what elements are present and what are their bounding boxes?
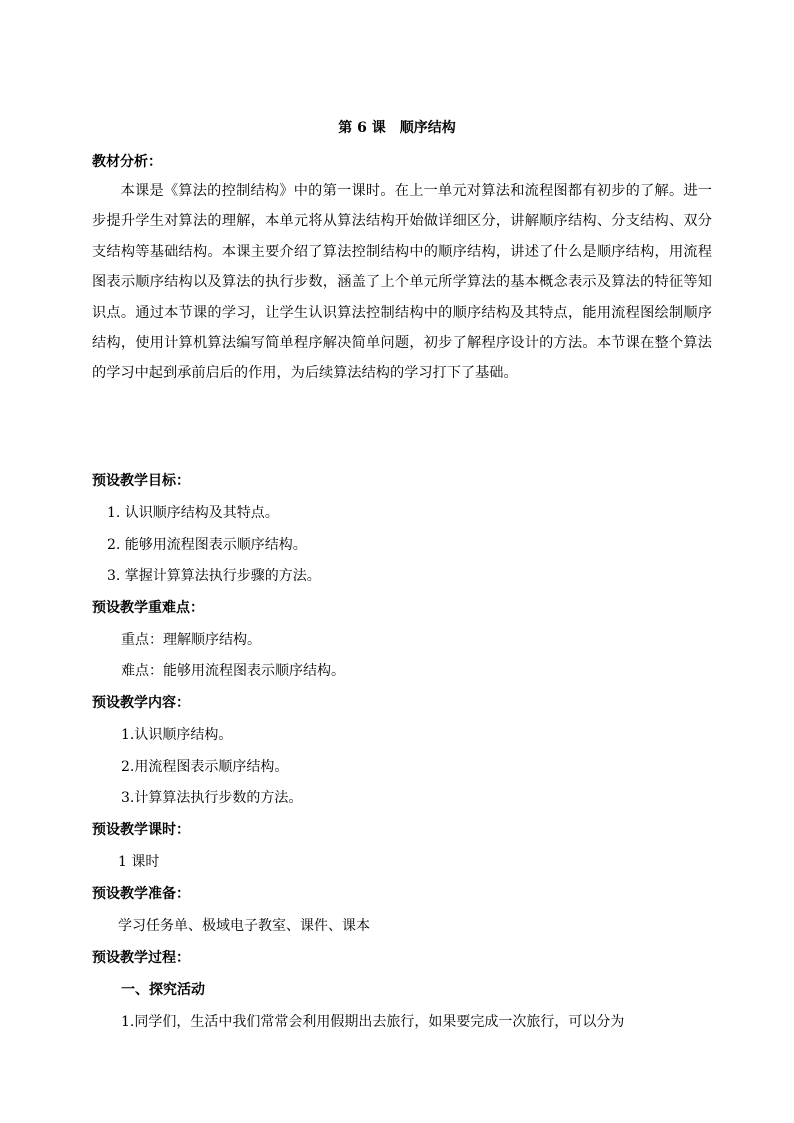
content-heading: 预设教学内容： [92, 695, 190, 711]
content-item-1: 1.认识顺序结构。 [121, 727, 233, 743]
key-points-heading: 预设教学重难点： [92, 600, 204, 616]
content-item-3: 3.计算算法执行步数的方法。 [121, 790, 303, 806]
goal-item-1: 1. 认识顺序结构及其特点。 [107, 505, 279, 521]
hours-value: 1 课时 [118, 854, 160, 870]
focus-point: 重点：理解顺序结构。 [121, 632, 261, 648]
page-title: 第 6 课 顺序结构 [338, 120, 456, 136]
preparation-heading: 预设教学准备： [92, 886, 190, 902]
difficulty-point: 难点：能够用流程图表示顺序结构。 [121, 663, 345, 679]
goal-item-2: 2. 能够用流程图表示顺序结构。 [107, 537, 307, 553]
analysis-heading: 教材分析： [92, 154, 162, 170]
content-item-2: 2.用流程图表示顺序结构。 [121, 759, 289, 775]
goals-heading: 预设教学目标： [92, 473, 190, 489]
process-heading: 预设教学过程： [92, 950, 190, 966]
process-first-line: 1.同学们，生活中我们常常会利用假期出去旅行，如果要完成一次旅行，可以分为 [121, 1014, 625, 1030]
hours-heading: 预设教学课时： [92, 822, 190, 838]
preparation-value: 学习任务单、极域电子教室、课件、课本 [118, 918, 370, 934]
goal-item-3: 3. 掌握计算算法执行步骤的方法。 [107, 568, 321, 584]
process-subheading: 一、探究活动 [121, 982, 205, 998]
analysis-paragraph: 本课是《算法的控制结构》中的第一课时。在上一单元对算法和流程图都有初步的了解。进一步提升学生对算法的理解，本单元将从算法结构开始做详细区分，讲解顺序结构、分支结构、双分支结构等基础结构。本课主要介绍了算法控制结构中的顺序结构，讲述了什么是顺序结构，用流程图表示顺序结构以及算法的执行步数，涵盖了上个单元所学算法的基本概念表示及算法的特征等知识点。通过本节课的学习，让学生认识算法控制结构中的顺序结构及其特点，能用流程图绘制顺序结构，使用计算机算法编写简单程序解决简单问题，初步了解程序设计的方法。本节课在整个算法的学习中起到承前启后的作用，为后续算法结构的学习打下了基础。 [92, 183, 712, 382]
